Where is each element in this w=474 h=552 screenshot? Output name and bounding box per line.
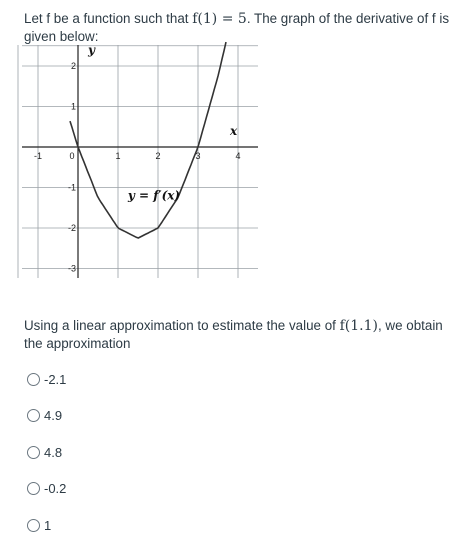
tick-labels <box>34 61 241 274</box>
axes <box>22 42 258 278</box>
answer-label: 1 <box>44 517 52 533</box>
radio-button[interactable] <box>27 482 40 495</box>
question-text-part: Let f be a function such that <box>24 11 193 26</box>
answer-option[interactable] <box>27 406 66 426</box>
question-text-part: Using a linear approximation to estimate the value of <box>24 318 340 333</box>
answer-option[interactable] <box>27 369 66 389</box>
answer-choices <box>27 369 66 552</box>
radio-button[interactable] <box>27 409 40 422</box>
answer-option[interactable] <box>27 442 66 462</box>
curve-annotation: y = f′(x) <box>127 188 181 203</box>
question-text-part: , we obtain the approximation <box>24 318 443 351</box>
answer-label: 4.9 <box>44 408 63 423</box>
y-tick-label: -1 <box>67 182 76 193</box>
answer-option[interactable] <box>27 479 66 499</box>
math-f1-equals-5: f(1) = 5 <box>192 11 247 27</box>
question-text-part: . The graph of the derivative of f is given below: <box>24 11 450 44</box>
x-tick-label: 4 <box>235 151 241 161</box>
answer-label: -2.1 <box>44 371 67 387</box>
x-tick-label: 0 <box>69 151 75 161</box>
grid <box>18 42 258 278</box>
y-tick-label: 1 <box>70 101 76 112</box>
answer-label: -0.2 <box>44 481 67 496</box>
series-line-fprime <box>67 42 226 238</box>
radio-button[interactable] <box>27 373 40 386</box>
answer-option[interactable] <box>27 515 66 535</box>
y-axis-label: y <box>88 42 95 57</box>
y-tick-label: 2 <box>70 61 76 71</box>
math-f-1-1: f(1.1) <box>339 318 378 334</box>
x-tick-label: -1 <box>33 151 43 161</box>
x-tick-label: 3 <box>195 151 201 161</box>
answer-label: 4.8 <box>44 444 63 460</box>
approximation-question <box>24 317 464 353</box>
y-tick-label: -3 <box>67 263 76 274</box>
radio-button[interactable] <box>27 519 40 532</box>
y-tick-label: -2 <box>67 223 76 233</box>
x-tick-label: 1 <box>115 151 121 161</box>
x-axis-label: x <box>230 123 238 138</box>
radio-button[interactable] <box>27 446 40 459</box>
x-tick-label: 2 <box>155 151 161 161</box>
